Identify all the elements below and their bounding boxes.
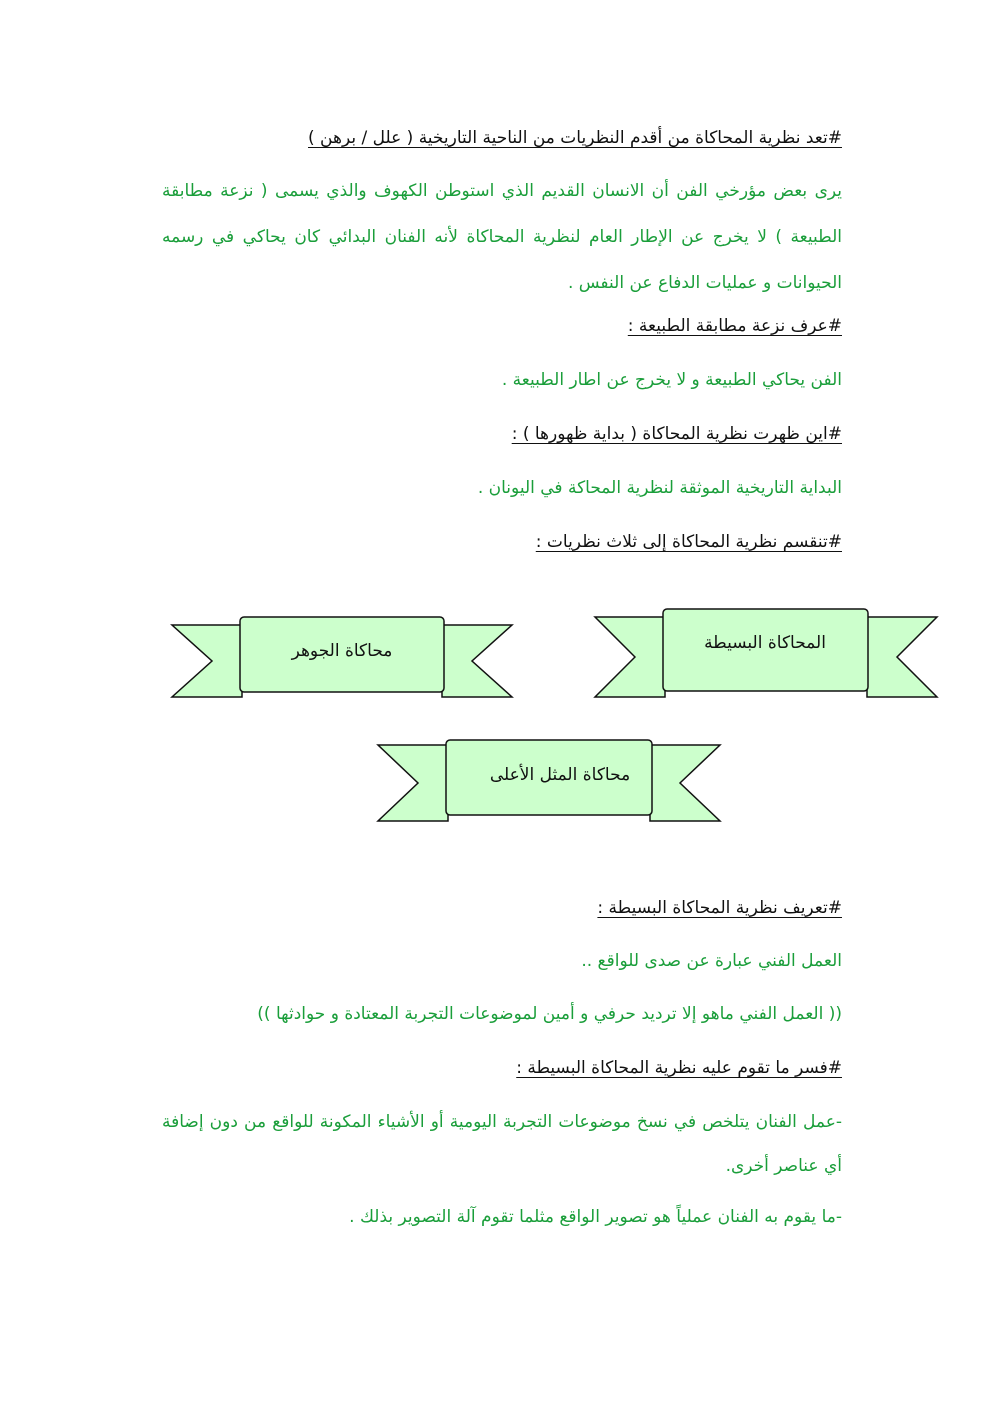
heading-simple-definition: #تعريف نظرية المحاكاة البسيطة : <box>597 898 842 918</box>
heading-oldest-theory: #تعد نظرية المحاكاة من أقدم النظريات من الناحية التاريخية ( علل / برهن ) <box>308 128 842 148</box>
heading-three-theories: #تنقسم نظرية المحاكاة إلى ثلاث نظريات : <box>535 532 842 552</box>
banner-essence-imitation <box>172 617 512 697</box>
banner-essence-label: محاكاة الجوهر <box>291 641 393 661</box>
heading-nature-matching: #عرف نزعة مطابقة الطبيعة : <box>627 316 842 336</box>
banner-simple-label: المحاكاة البسيطة <box>704 633 826 653</box>
banner-ideal-imitation <box>378 740 720 821</box>
paragraph-nature-definition: الفن يحاكي الطبيعة و لا يخرج عن اطار الطبيعة . <box>501 370 842 390</box>
paragraph-cave-man: يرى بعض مؤرخي الفن أن الانسان القديم الذي استوطن الكهوف والذي يسمى ( نزعة مطابقة الطبيعة ) لا يخرج عن الإطار العام لنظرية المحاكاة لأنه الفنان البدائي كان يحاكي في رسمه الحيوانات و عمليات الدفاع عن النفس . <box>162 181 842 293</box>
paragraph-origin: البداية التاريخية الموثقة لنظرية المحاكة في اليونان . <box>477 478 842 498</box>
paragraph-camera: -ما يقوم به الفنان عملياً هو تصوير الواقع مثلما تقوم آلة التصوير بذلك . <box>349 1207 842 1227</box>
paragraph-echo-of-reality: العمل الفني عبارة عن صدى للواقع .. <box>581 951 842 971</box>
theories-diagram <box>0 600 992 830</box>
heading-origin: #اين ظهرت نظرية المحاكاة ( بداية ظهورها ) : <box>511 424 842 444</box>
paragraph-quote: (( العمل الفني ماهو إلا ترديد حرفي و أمين لموضوعات التجربة المعتادة و حوادثها )) <box>257 1004 842 1024</box>
banner-ideal-label: محاكاة المثل الأعلى <box>489 765 631 785</box>
heading-explain-simple: #فسر ما تقوم عليه نظرية المحاكاة البسيطة : <box>516 1058 842 1078</box>
paragraph-artist-copies: -عمل الفنان يتلخص في نسخ موضوعات التجربة اليومية أو الأشياء المكونة للواقع من دون إضافة أي عناصر أخرى. <box>162 1112 842 1176</box>
banner-simple-imitation <box>595 609 937 697</box>
